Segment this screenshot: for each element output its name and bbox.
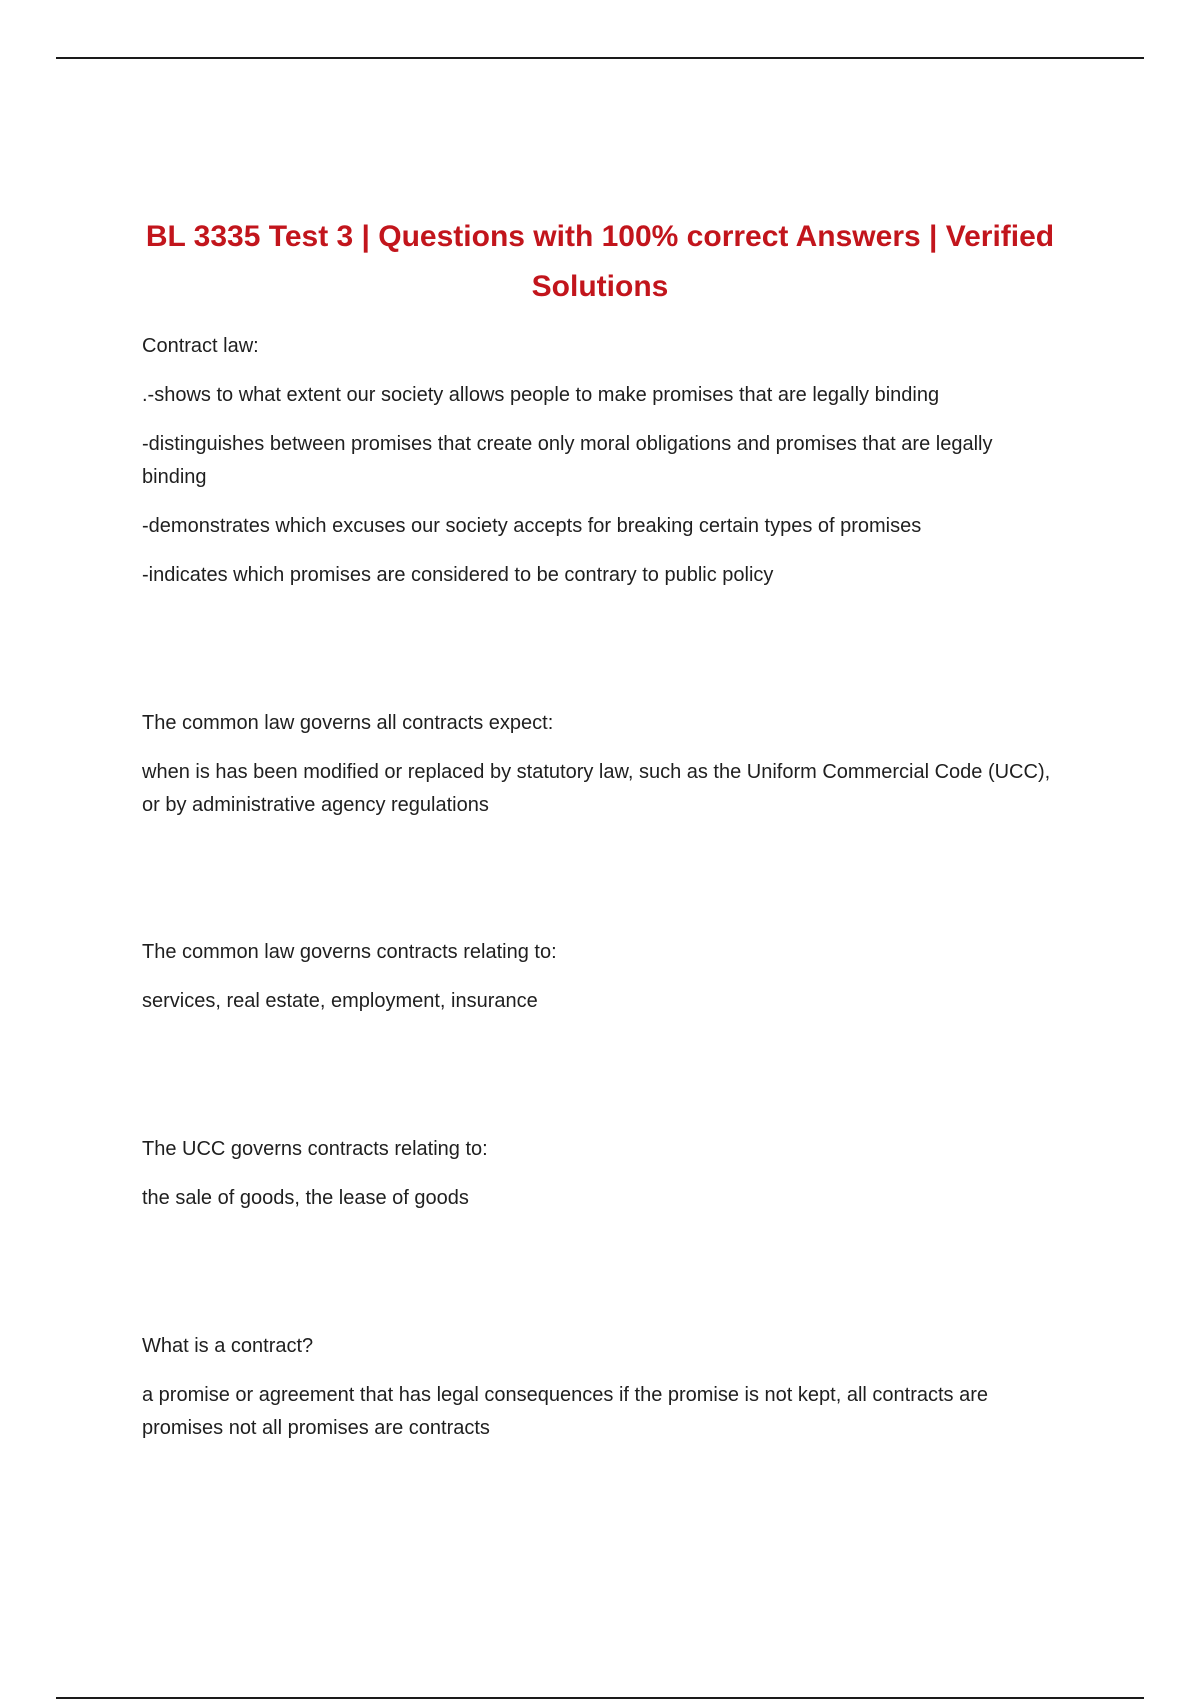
answer-line: -demonstrates which excuses our society accepts for breaking certain types of promises — [142, 515, 922, 537]
qa-block-common-law-scope — [142, 936, 1062, 1018]
question-text: The UCC governs contracts relating to: — [142, 1138, 488, 1160]
qa-block-contract-definition — [142, 1330, 1062, 1445]
question-text: Contract law: — [142, 335, 259, 357]
answer-line: a promise or agreement that has legal consequences if the promise is not kept, all contracts are promises not all promises are contracts — [142, 1384, 989, 1439]
document-title: BL 3335 Test 3 | Questions with 100% correct Answers | Verified Solutions — [145, 220, 1055, 303]
answer-line: -distinguishes between promises that create only moral obligations and promises that are legally binding — [142, 433, 993, 488]
qa-block-ucc-scope — [142, 1133, 1062, 1215]
answer-line: .-shows to what extent our society allows people to make promises that are legally binding — [142, 384, 940, 406]
question-text: The common law governs contracts relating to: — [142, 941, 557, 963]
answer-line: the sale of goods, the lease of goods — [142, 1187, 469, 1209]
top-rule — [56, 57, 1144, 59]
answer-line: when is has been modified or replaced by statutory law, such as the Uniform Commercial Code (UCC), or by administrative agency regulations — [142, 761, 1051, 816]
answer-line: -indicates which promises are considered to be contrary to public policy — [142, 564, 774, 586]
answer-line: services, real estate, employment, insurance — [142, 990, 538, 1012]
bottom-rule — [56, 1697, 1144, 1699]
question-text: The common law governs all contracts expect: — [142, 712, 554, 734]
question-text: What is a contract? — [142, 1335, 314, 1357]
qa-block-common-law-exceptions — [142, 707, 1062, 822]
qa-block-contract-law — [142, 330, 1062, 592]
